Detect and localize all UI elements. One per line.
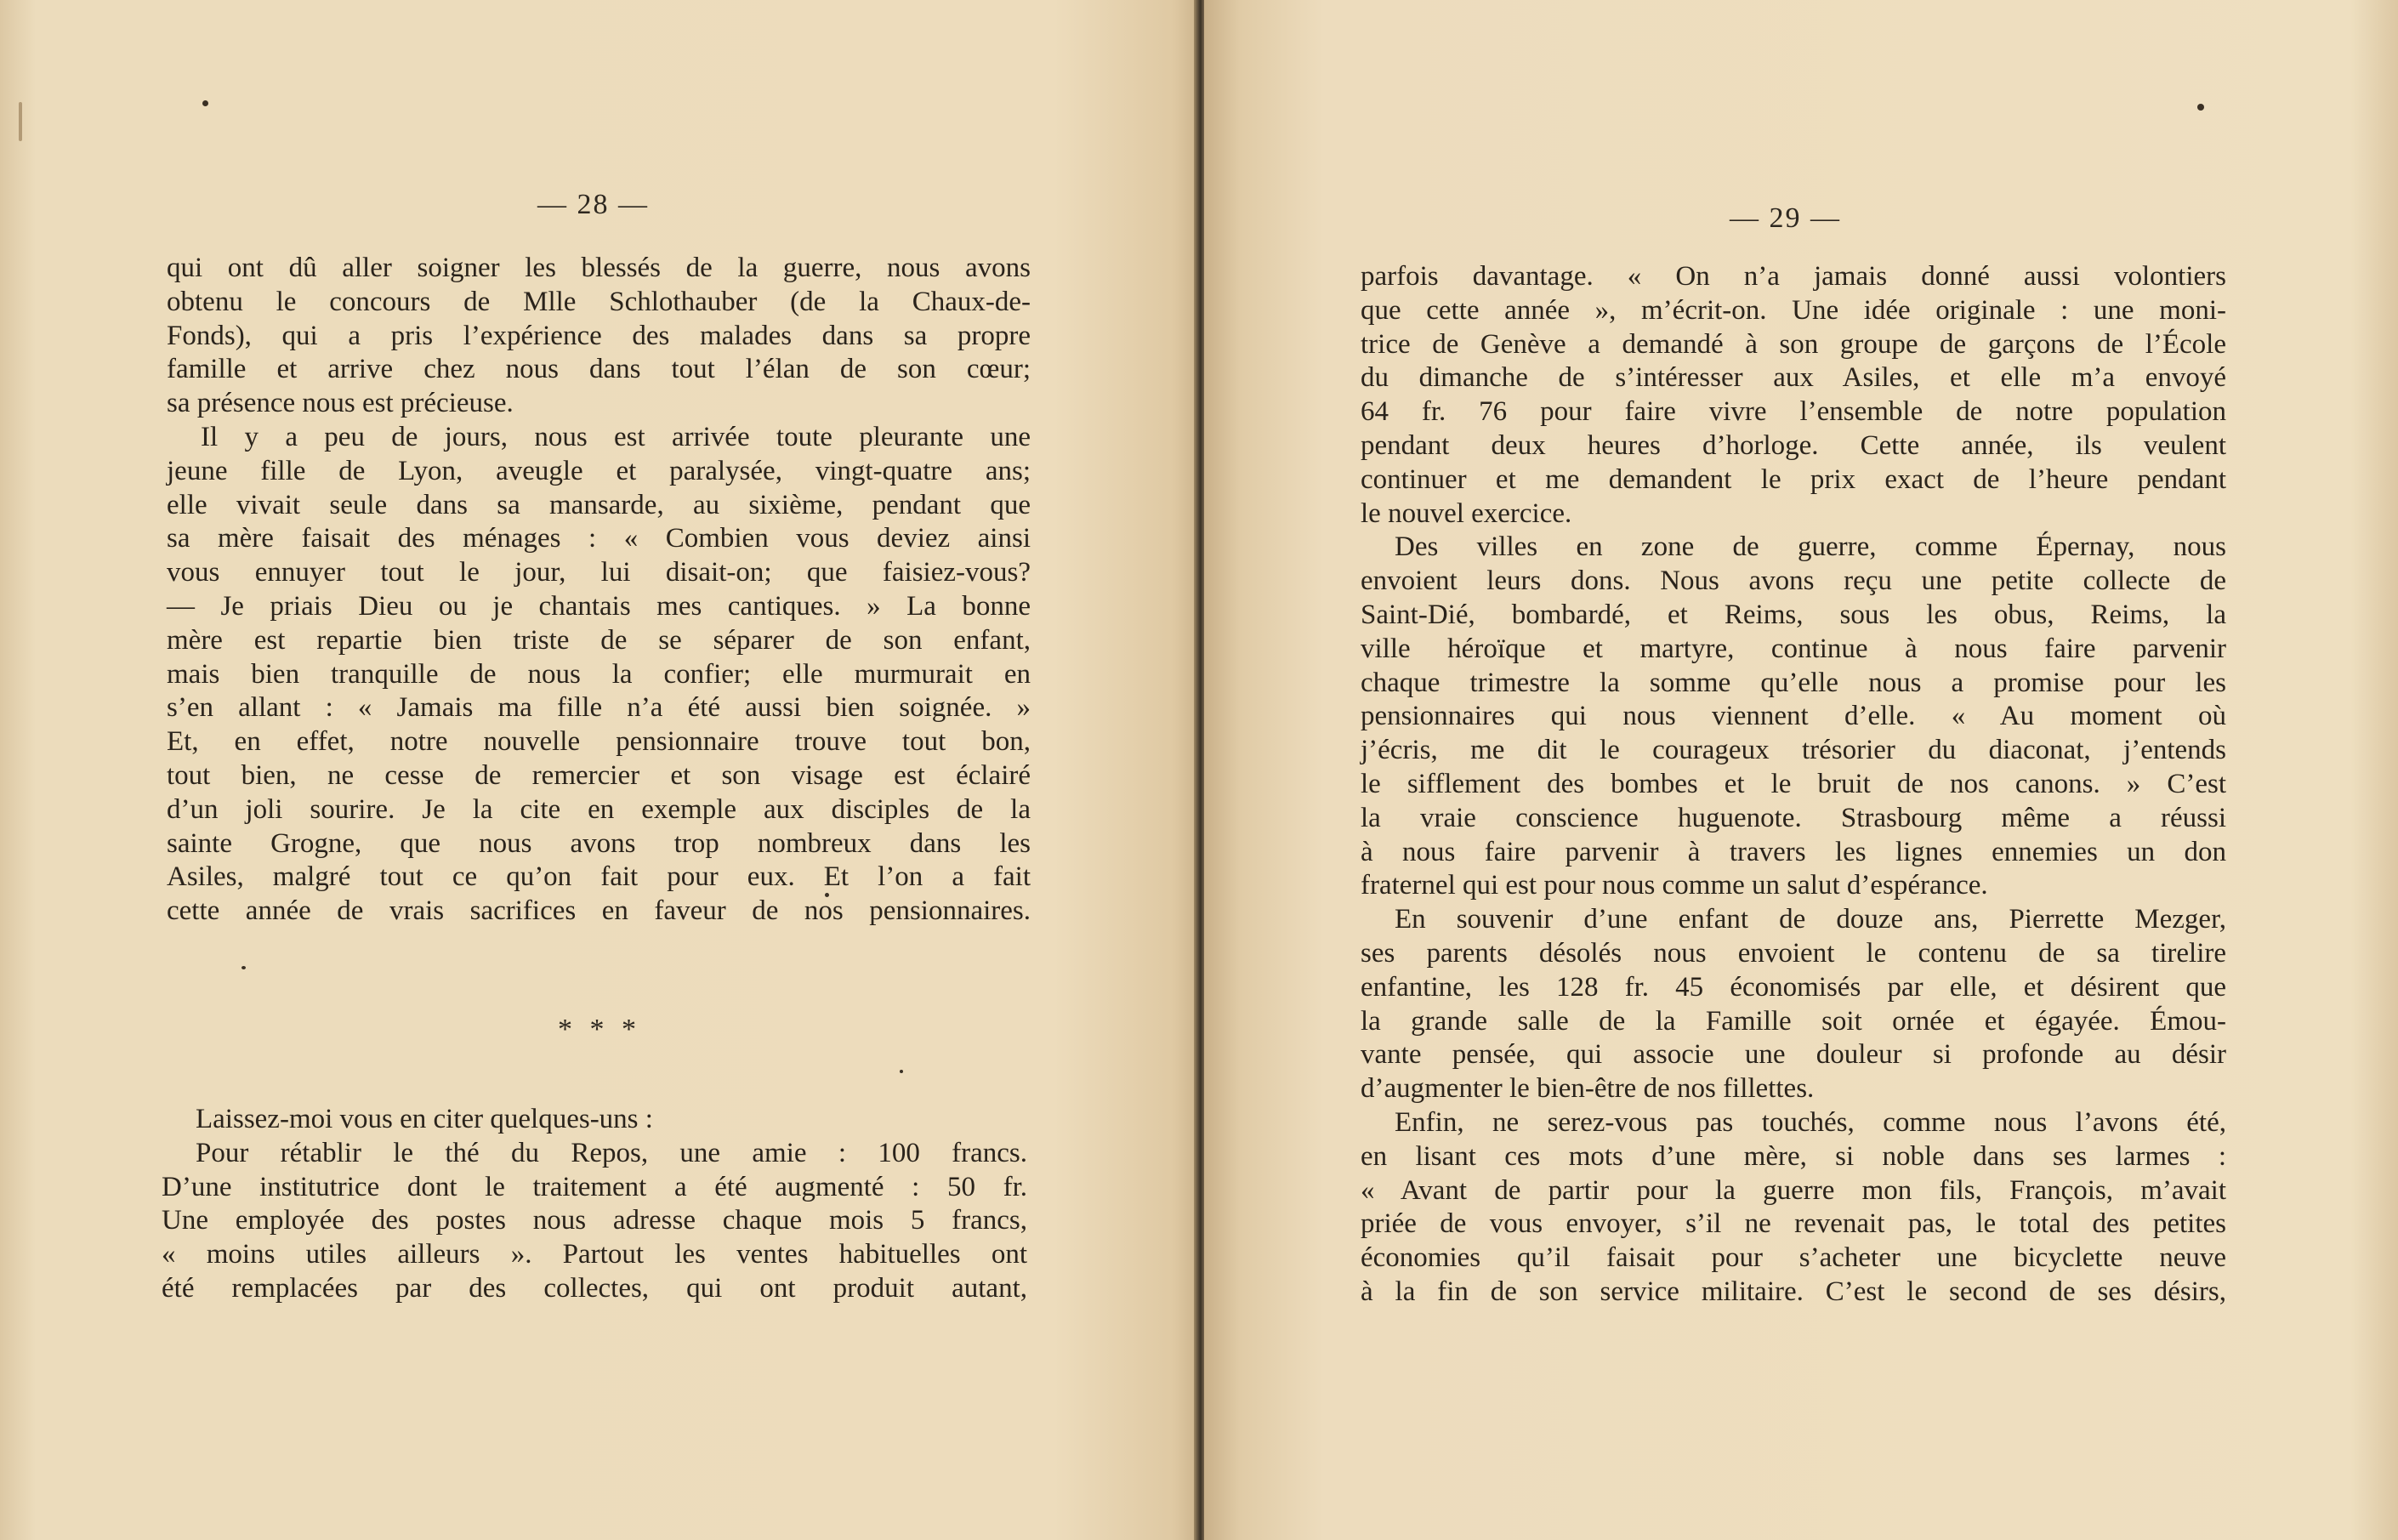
text-line: Saint-Dié, bombardé, et Reims, sous les obus, Reims, la — [1361, 599, 2226, 630]
text-line: 64 fr. 76 pour faire vivre l’ensemble de notre population — [1361, 396, 2226, 428]
text-line: chaque trimestre la somme qu’elle nous a promise pour les — [1361, 667, 2226, 698]
paper-speck — [900, 1070, 903, 1073]
text-line: Asiles, malgré tout ce qu’on fait pour eux. Et l’on a fait — [167, 861, 1031, 893]
text-line: ses parents désolés nous envoient le contenu de sa tirelire — [1361, 937, 2226, 969]
text-line: sainte Grogne, que nous avons trop nombreux dans les — [167, 827, 1031, 859]
text-line: « Avant de partir pour la guerre mon fils, François, m’avait — [1361, 1174, 2226, 1206]
text-line: j’écris, me dit le courageux trésorier du diaconat, j’entends — [1361, 735, 2226, 766]
text-line: mère est repartie bien triste de se séparer de son enfant, — [167, 624, 1031, 656]
text-line: continuer et me demandent le prix exact de l’heure pendant — [1361, 463, 2226, 495]
text-line: Et, en effet, notre nouvelle pensionnaire trouve tout bon, — [167, 726, 1031, 758]
text-line: obtenu le concours de Mlle Schlothauber (de la Chaux-de- — [167, 286, 1031, 317]
left-page-text-top — [167, 252, 1031, 929]
paper-speck — [242, 966, 246, 969]
text-line: vante pensée, qui associe une douleur si profonde au désir — [1361, 1039, 2226, 1071]
text-line: sa présence nous est précieuse. — [167, 388, 514, 419]
text-line: qui ont dû aller soigner les blessés de la guerre, nous avons — [167, 253, 1031, 283]
paper-speck — [2197, 104, 2204, 111]
text-line: pensionnaires qui nous viennent d’elle. « Au moment où — [1361, 701, 2226, 732]
text-line: D’une institutrice dont le traitement a été augmenté : 50 fr. — [162, 1171, 1027, 1202]
text-line: cette année de vrais sacrifices en faveur de nos pensionnaires. — [167, 895, 1031, 927]
text-line: ville héroïque et martyre, continue à nous faire parvenir — [1361, 633, 2226, 664]
text-line: Des villes en zone de guerre, comme Épernay, nous — [1395, 531, 2226, 563]
text-line: été remplacées par des collectes, qui ont produit autant, — [162, 1272, 1027, 1304]
text-line: fraternel qui est pour nous comme un salut d’espérance. — [1361, 870, 1988, 901]
text-line: tout bien, ne cesse de remercier et son visage est éclairé — [167, 759, 1031, 791]
text-line: Il y a peu de jours, nous est arrivée toute pleurante une — [201, 421, 1031, 452]
text-line: parfois davantage. « On n’a jamais donné aussi volontiers — [1361, 261, 2226, 292]
text-line: famille et arrive chez nous dans tout l’élan de son cœur; — [167, 354, 1031, 385]
text-line: d’augmenter le bien-être de nos fillettes. — [1361, 1073, 1815, 1105]
text-line: le nouvel exercice. — [1361, 497, 1572, 529]
text-line: mais bien tranquille de nous la confier; elle murmurait en — [167, 658, 1031, 690]
paper-speck — [202, 100, 208, 106]
text-line: trice de Genève a demandé à son groupe de garçons de l’École — [1361, 328, 2226, 360]
paper-speck — [19, 102, 22, 141]
text-line: la grande salle de la Famille soit ornée et égayée. Émou- — [1361, 1005, 2226, 1037]
text-line: sa mère faisait des ménages : « Combien vous deviez ainsi — [167, 523, 1031, 554]
text-line: pendant deux heures d’horloge. Cette année, ils veulent — [1361, 429, 2226, 461]
text-line: en lisant ces mots d’une mère, si noble dans ses larmes : — [1361, 1140, 2226, 1172]
text-line: le sifflement des bombes et le bruit de nos canons. » C’est — [1361, 768, 2226, 799]
text-line: envoient leurs dons. Nous avons reçu une petite collecte de — [1361, 565, 2226, 597]
page-number-left: — 28 — — [537, 189, 649, 220]
text-line: jeune fille de Lyon, aveugle et paralysée, vingt-quatre ans; — [167, 455, 1031, 486]
right-page-text — [1361, 260, 2226, 1310]
text-line: Enfin, ne serez-vous pas touchés, comme nous l’avons été, — [1395, 1106, 2226, 1138]
text-line: En souvenir d’une enfant de douze ans, Pierrette Mezger, — [1395, 904, 2226, 935]
text-line: que cette année », m’écrit-on. Une idée originale : une moni- — [1361, 294, 2226, 326]
text-line: la vraie conscience huguenote. Strasbourg même a réussi — [1361, 802, 2226, 833]
page-number-right: — 29 — — [1730, 202, 1841, 234]
left-page-text-bottom — [162, 1103, 1027, 1306]
text-line: priée de vous envoyer, s’il ne revenait pas, le total des petites — [1361, 1208, 2226, 1240]
text-line: Fonds), qui a pris l’expérience des malades dans sa propre — [167, 320, 1031, 351]
text-line: Une employée des postes nous adresse chaque mois 5 francs, — [162, 1205, 1027, 1236]
asterism-glyphs: * * * — [558, 1014, 641, 1045]
text-line: du dimanche de s’intéresser aux Asiles, et elle m’a envoyé — [1361, 362, 2226, 394]
text-line: elle vivait seule dans sa mansarde, au sixième, pendant que — [167, 489, 1031, 520]
text-line: d’un joli sourire. Je la cite en exemple aux disciples de la — [167, 793, 1031, 825]
text-line: Pour rétablir le thé du Repos, une amie : 100 francs. — [196, 1137, 1027, 1168]
text-line: à nous faire parvenir à travers les lignes ennemies un don — [1361, 836, 2226, 867]
section-asterism — [558, 1014, 641, 1046]
text-line: économies qu’il faisait pour s’acheter une bicyclette neuve — [1361, 1242, 2226, 1274]
text-line: « moins utiles ailleurs ». Partout les ventes habituelles ont — [162, 1239, 1027, 1270]
text-line: — Je priais Dieu ou je chantais mes cantiques. » La bonne — [167, 590, 1031, 622]
text-line: vous ennuyer tout le jour, lui disait-on; que faisiez-vous? — [167, 557, 1031, 588]
text-line: à la fin de son service militaire. C’est le second de ses désirs, — [1361, 1276, 2226, 1307]
text-line: Laissez-moi vous en citer quelques-uns : — [196, 1104, 653, 1134]
text-line: enfantine, les 128 fr. 45 économisés par elle, et désirent que — [1361, 971, 2226, 1003]
text-line: s’en allant : « Jamais ma fille n’a été aussi bien soignée. » — [167, 692, 1031, 724]
